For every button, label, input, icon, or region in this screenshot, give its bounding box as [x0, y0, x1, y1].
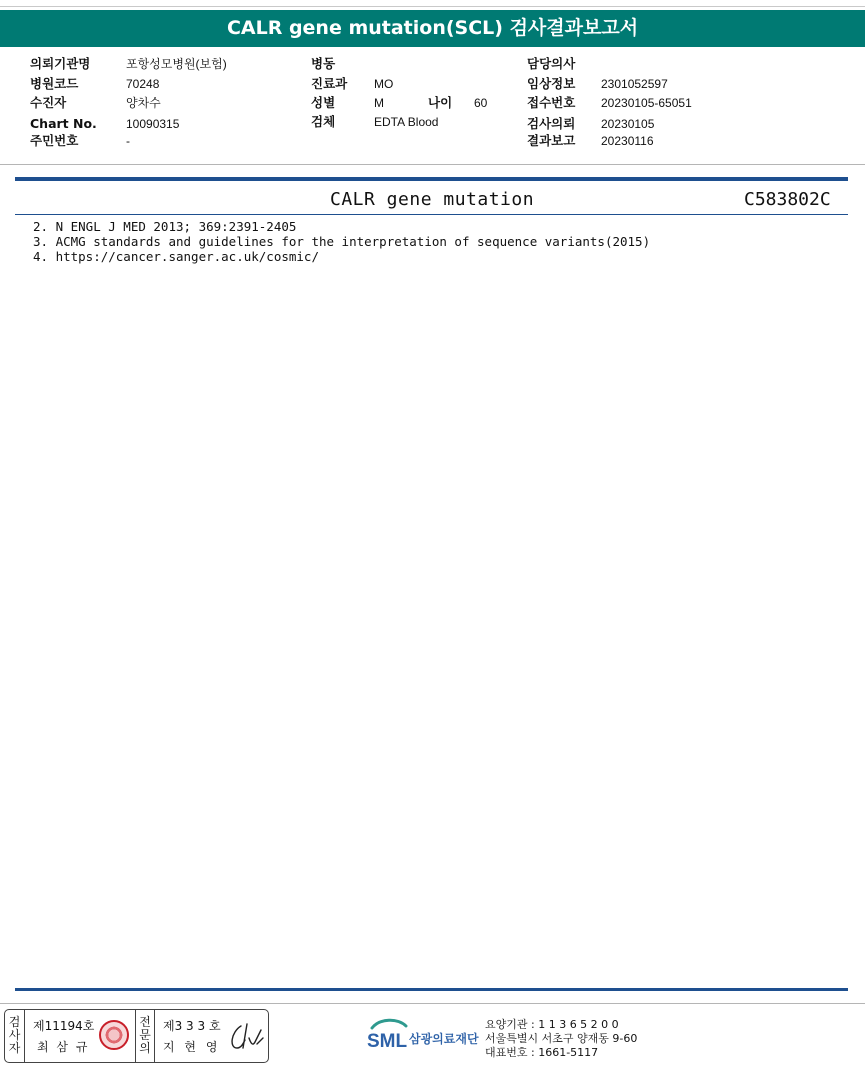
address-line: 요양기관 : 1 1 3 6 5 2 0 0 [485, 1018, 619, 1031]
organization-name: 삼광의료재단 [409, 1032, 479, 1046]
signature-icon [227, 1018, 267, 1056]
label-department: 진료과 [311, 76, 348, 91]
section-top-rule [15, 177, 848, 181]
label-test-request-date: 검사의뢰 [527, 116, 576, 131]
label-age: 나이 [428, 95, 453, 110]
label-ward: 병동 [311, 56, 336, 71]
signature-box [4, 1009, 269, 1063]
value-hospital-code: 70248 [126, 77, 160, 91]
reference-item: 3. ACMG standards and guidelines for the interpretation of sequence variants(2015) [33, 234, 651, 249]
section-code: C583802C [744, 189, 831, 210]
label-resident-number: 주민번호 [30, 133, 79, 148]
address-line: 서울특별시 서초구 양재동 9-60 [485, 1032, 638, 1045]
value-requesting-institution: 포항성모병원(보험) [126, 57, 227, 71]
value-specimen: EDTA Blood [374, 115, 439, 129]
top-border [0, 6, 865, 7]
sml-logo-icon [366, 1016, 410, 1056]
label-hospital-code: 병원코드 [30, 76, 79, 91]
examiner-license: 제11194호 [33, 1019, 95, 1033]
value-patient: 양차수 [126, 96, 161, 110]
label-attending-doctor: 담당의사 [527, 56, 576, 71]
organization-address [485, 1018, 637, 1060]
label-clinical-info: 임상정보 [527, 76, 576, 91]
section-title-underline [15, 214, 848, 215]
label-patient: 수진자 [30, 95, 67, 110]
label-accession-number: 접수번호 [527, 95, 576, 110]
footer-divider [0, 1003, 865, 1004]
value-chart-no: 10090315 [126, 117, 180, 131]
reference-list [33, 219, 650, 264]
value-age: 60 [474, 96, 488, 110]
reference-item: 4. https://cancer.sanger.ac.uk/cosmic/ [33, 249, 319, 264]
specialist-label-text: 전문의 [139, 1015, 151, 1055]
examiner-name: 최 삼 규 [37, 1040, 90, 1054]
label-requesting-institution: 의뢰기관명 [30, 56, 91, 71]
official-seal-icon [99, 1020, 129, 1050]
label-specimen: 검체 [311, 114, 336, 129]
section-bottom-rule [15, 988, 848, 991]
value-department: MO [374, 77, 394, 91]
reference-item: 2. N ENGL J MED 2013; 369:2391-2405 [33, 219, 297, 234]
report-title: CALR gene mutation(SCL) 검사결과보고서 [0, 10, 865, 47]
patient-info-panel [0, 50, 865, 165]
specialist-label [135, 1010, 155, 1062]
value-test-request-date: 20230105 [601, 117, 655, 131]
label-sex: 성별 [311, 95, 336, 110]
examiner-label-text: 검사자 [8, 1015, 21, 1055]
specialist-name: 지 현 영 [163, 1040, 221, 1054]
section-title: CALR gene mutation [330, 189, 535, 210]
label-chart-no: Chart No. [30, 116, 97, 131]
address-line: 대표번호 : 1661-5117 [485, 1046, 599, 1059]
value-result-report-date: 20230116 [601, 134, 654, 148]
specialist-license: 제3 3 3 호 [163, 1019, 221, 1033]
label-result-report-date: 결과보고 [527, 133, 576, 148]
examiner-label [5, 1010, 25, 1062]
value-sex: M [374, 96, 384, 110]
sml-logo-text: SML [367, 1031, 408, 1052]
value-accession-number: 20230105-65051 [601, 96, 692, 110]
value-resident-number: - [126, 134, 130, 148]
value-clinical-info: 2301052597 [601, 77, 668, 91]
